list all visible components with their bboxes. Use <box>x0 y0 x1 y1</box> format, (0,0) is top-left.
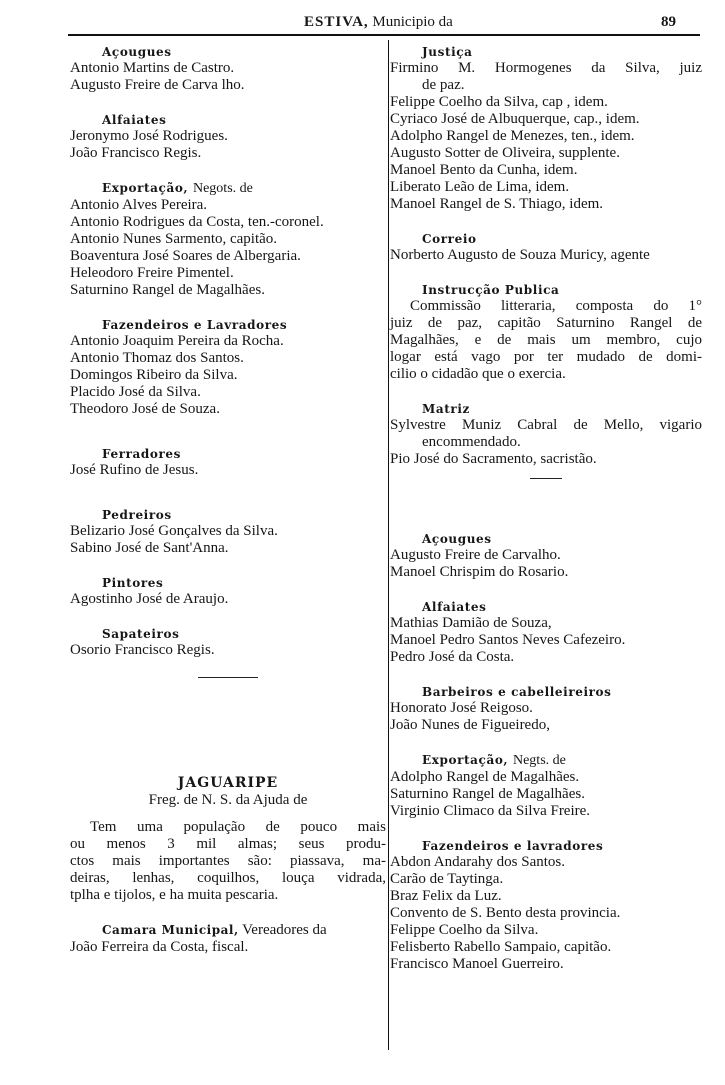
header-title-rest: Municipio da <box>372 14 453 30</box>
entry-line: Cyriaco José de Albuquerque, cap., idem. <box>390 111 640 127</box>
section-title: Fazendeiros e lavradores <box>422 839 604 853</box>
right-column <box>390 44 702 973</box>
entry-line: Augusto Sotter de Oliveira, supplente. <box>390 145 620 161</box>
entry-line: Theodoro José de Souza. <box>70 401 220 417</box>
camara-line-2: João Ferreira da Costa, fiscal. <box>70 939 249 955</box>
entry-line: Braz Felix da Luz. <box>390 888 502 904</box>
entry-line: Antonio Nunes Sarmento, capitão. <box>70 231 278 247</box>
section-title: Alfaiates <box>102 113 167 127</box>
entry-line: Felippe Coelho da Silva, cap , idem. <box>390 94 608 110</box>
left-column <box>70 44 386 956</box>
entry-line: José Rufino de Jesus. <box>70 462 199 478</box>
section-title: Açougues <box>422 532 492 546</box>
entry-line: Saturnino Rangel de Magalhães. <box>70 282 265 298</box>
section-title: Ferradores <box>102 447 182 461</box>
entry-line: Felisberto Rabello Sampaio, capitão. <box>390 939 612 955</box>
entry-line: João Nunes de Figueiredo, <box>390 717 550 733</box>
header-title-bold: ESTIVA, <box>304 14 369 30</box>
entry-line: Antonio Joaquim Pereira da Rocha. <box>70 333 284 349</box>
section-title: Correio <box>422 232 477 246</box>
entry-line: Adolpho Rangel de Magalhães. <box>390 769 580 785</box>
section-title: Barbeiros e cabelleireiros <box>422 685 612 699</box>
entry-line: Francisco Manoel Guerreiro. <box>390 956 564 972</box>
page-number: 89 <box>661 14 676 30</box>
section-title: Pintores <box>102 576 164 590</box>
entry-line: Honorato José Reigoso. <box>390 700 533 716</box>
entry-line: Commissão litteraria, composta do 1° <box>410 298 702 314</box>
paragraph-line: deiras, lenhas, coquilhos, louça vidrada, <box>70 870 386 886</box>
header-title <box>304 14 453 31</box>
entry-line: Manoel Bento da Cunha, idem. <box>390 162 578 178</box>
jaguaripe-heading: JAGUARIPE <box>177 775 279 791</box>
paragraph-line: ou menos 3 mil almas; seus produ- <box>70 836 386 852</box>
section-title <box>422 752 702 769</box>
entry-line: Belizario José Gonçalves da Silva. <box>70 523 278 539</box>
entry-line: Carão de Taytinga. <box>390 871 504 887</box>
header-rule <box>68 34 700 36</box>
entry-line: Firmino M. Hormogenes da Silva, juiz <box>390 60 702 76</box>
entry-line: Antonio Thomaz dos Santos. <box>70 350 244 366</box>
entry-line: Norberto Augusto de Souza Muricy, agente <box>390 247 650 263</box>
entry-line: Heleodoro Freire Pimentel. <box>70 265 234 281</box>
entry-line: Agostinho José de Araujo. <box>70 591 229 607</box>
entry-line: Augusto Freire de Carvalho. <box>390 547 561 563</box>
camara-rest: Vereadores da <box>242 922 327 938</box>
section-title <box>102 180 386 197</box>
entry-line: logar está vago por ter mudado de domi- <box>390 349 702 365</box>
entry-line: juiz de paz, capitão Saturnino Rangel de <box>390 315 702 331</box>
entry-line: Abdon Andarahy dos Santos. <box>390 854 565 870</box>
entry-line: encommendado. <box>422 434 521 450</box>
entry-line: cilio o cidadão que o exercia. <box>390 366 566 382</box>
entry-line: Sabino José de Sant'Anna. <box>70 540 229 556</box>
section-title-bold: Exportação, <box>102 181 189 195</box>
entry-line: Felippe Coelho da Silva. <box>390 922 539 938</box>
entry-line: de paz. <box>422 77 465 93</box>
section-title: Matriz <box>422 402 470 416</box>
entry-line: Manoel Chrispim do Rosario. <box>390 564 569 580</box>
section-title: Açougues <box>102 45 172 59</box>
section-title: Alfaiates <box>422 600 487 614</box>
entry-line: Antonio Rodrigues da Costa, ten.-coronel. <box>70 214 324 230</box>
column-divider <box>388 40 389 1050</box>
entry-line: Convento de S. Bento desta provincia. <box>390 905 621 921</box>
section-title-rest: Negts. de <box>512 753 566 768</box>
entry-line: Jeronymo José Rodrigues. <box>70 128 228 144</box>
entry-line: Augusto Freire de Carva lho. <box>70 77 245 93</box>
paragraph-line: Tem uma população de pouco mais <box>90 819 386 835</box>
section-title: Sapateiros <box>102 627 180 641</box>
entry-line: Mathias Damião de Souza, <box>390 615 552 631</box>
entry-line: Domingos Ribeiro da Silva. <box>70 367 238 383</box>
entry-line: Pedro José da Costa. <box>390 649 515 665</box>
jaguaripe-subtitle: Freg. de N. S. da Ajuda de <box>148 792 308 808</box>
entry-line: Osorio Francisco Regis. <box>70 642 215 658</box>
entry-line: Antonio Alves Pereira. <box>70 197 208 213</box>
entry-line: Magalhães, e de mais um membro, cujo <box>390 332 702 348</box>
section-title: Fazendeiros e Lavradores <box>102 318 288 332</box>
entry-line: Placido José da Silva. <box>70 384 201 400</box>
entry-line: Pio José do Sacramento, sacristão. <box>390 451 597 467</box>
section-title: Pedreiros <box>102 508 172 522</box>
section-title-rest: Negots. de <box>192 181 253 196</box>
entry-line: Manoel Rangel de S. Thiago, idem. <box>390 196 604 212</box>
section-title: Justiça <box>422 45 473 59</box>
entry-line: Virginio Climaco da Silva Freire. <box>390 803 591 819</box>
paragraph-line: ctos mais importantes são: piassava, ma- <box>70 853 386 869</box>
section-title: Instrucção Publica <box>422 283 560 297</box>
entry-line: João Francisco Regis. <box>70 145 202 161</box>
running-header <box>70 6 700 32</box>
entry-line: Saturnino Rangel de Magalhães. <box>390 786 585 802</box>
entry-line: Manoel Pedro Santos Neves Cafezeiro. <box>390 632 626 648</box>
entry-line: Sylvestre Muniz Cabral de Mello, vigario <box>390 417 702 433</box>
camara-line <box>70 922 386 939</box>
entry-line: Boaventura José Soares de Albergaria. <box>70 248 301 264</box>
section-title-bold: Exportação, <box>422 753 509 767</box>
entry-line: Liberato Leão de Lima, idem. <box>390 179 570 195</box>
camara-bold: Camara Municipal, <box>102 923 239 937</box>
entry-line: Adolpho Rangel de Menezes, ten., idem. <box>390 128 635 144</box>
entry-line: Antonio Martins de Castro. <box>70 60 235 76</box>
paragraph-line: tplha e tijolos, e ha muita pescaria. <box>70 887 279 903</box>
